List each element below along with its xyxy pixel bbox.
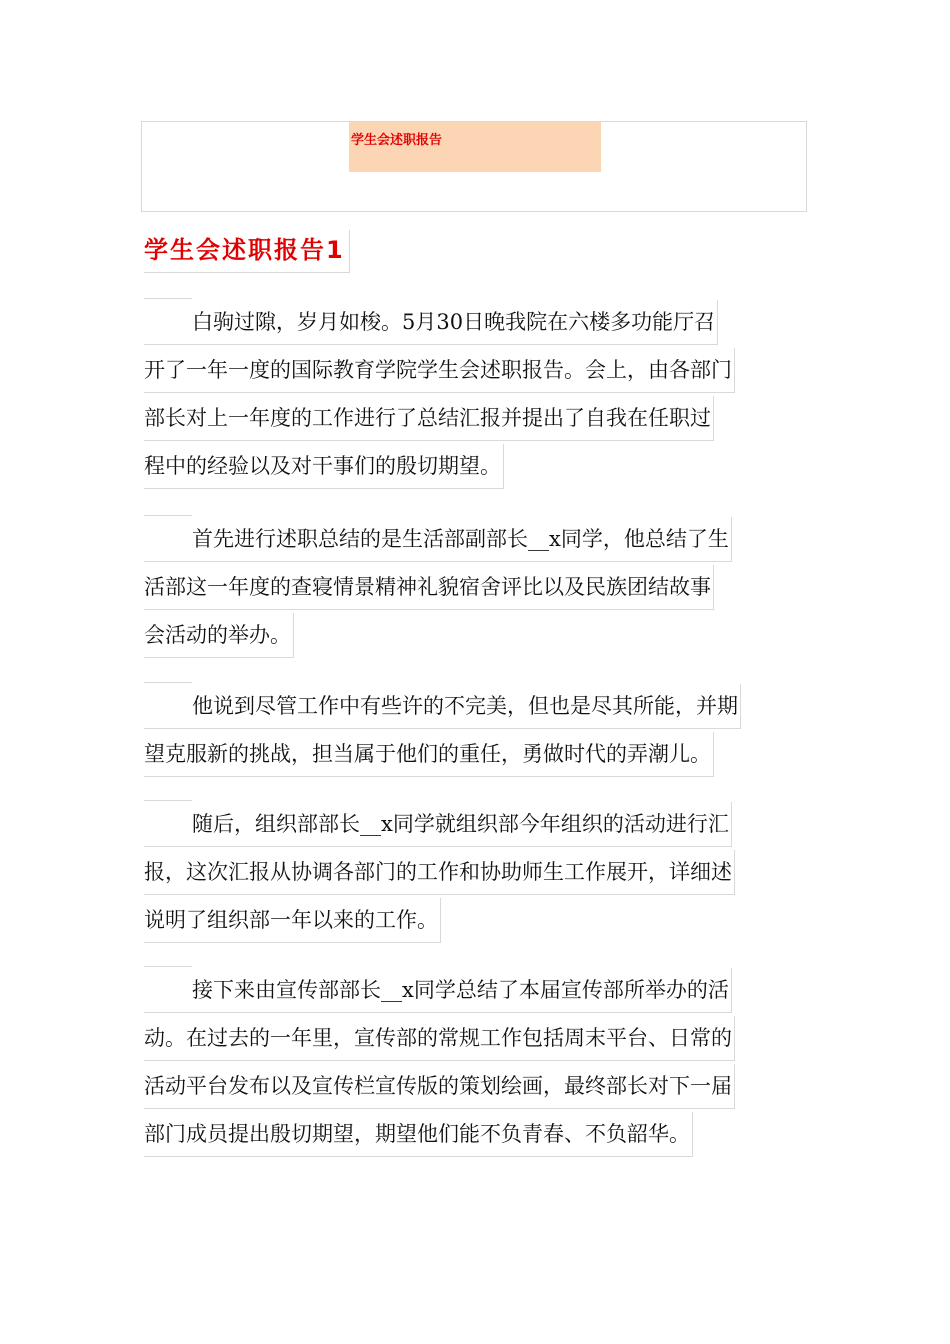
paragraph	[144, 682, 816, 778]
paragraph-line: 开了一年一度的国际教育学院学生会述职报告。会上，由各部门	[144, 346, 816, 394]
paragraph-line: 活部这一年度的查寝情景精神礼貌宿舍评比以及民族团结故事	[144, 563, 816, 611]
paragraph-line: 随后，组织部部长__x同学就组织部今年组织的活动进行汇	[144, 800, 816, 848]
paragraph-line: 会活动的举办。	[144, 611, 816, 659]
paragraph-line: 首先进行述职总结的是生活部副部长__x同学，他总结了生	[144, 515, 816, 563]
paragraph	[144, 966, 816, 1158]
paragraph	[144, 298, 816, 490]
paragraph-line: 望克服新的挑战，担当属于他们的重任，勇做时代的弄潮儿。	[144, 730, 816, 778]
paragraph-line: 动。在过去的一年里，宣传部的常规工作包括周末平台、日常的	[144, 1014, 816, 1062]
paragraph-line: 白驹过隙，岁月如梭。5月30日晚我院在六楼多功能厅召	[144, 298, 816, 346]
paragraph-line: 部门成员提出殷切期望，期望他们能不负青春、不负韶华。	[144, 1110, 816, 1158]
paragraph-line: 说明了组织部一年以来的工作。	[144, 896, 816, 944]
paragraph-line: 他说到尽管工作中有些许的不完美，但也是尽其所能，并期	[144, 682, 816, 730]
header-box	[141, 121, 807, 212]
paragraph	[144, 515, 816, 659]
paragraph-line: 活动平台发布以及宣传栏宣传版的策划绘画，最终部长对下一届	[144, 1062, 816, 1110]
header-label: 学生会述职报告	[349, 122, 601, 172]
document-title: 学生会述职报告1	[144, 230, 350, 273]
paragraph	[144, 800, 816, 944]
paragraph-line: 程中的经验以及对干事们的殷切期望。	[144, 442, 816, 490]
paragraph-line: 部长对上一年度的工作进行了总结汇报并提出了自我在任职过	[144, 394, 816, 442]
paragraph-line: 接下来由宣传部部长__x同学总结了本届宣传部所举办的活	[144, 966, 816, 1014]
paragraph-line: 报，这次汇报从协调各部门的工作和协助师生工作展开，详细述	[144, 848, 816, 896]
